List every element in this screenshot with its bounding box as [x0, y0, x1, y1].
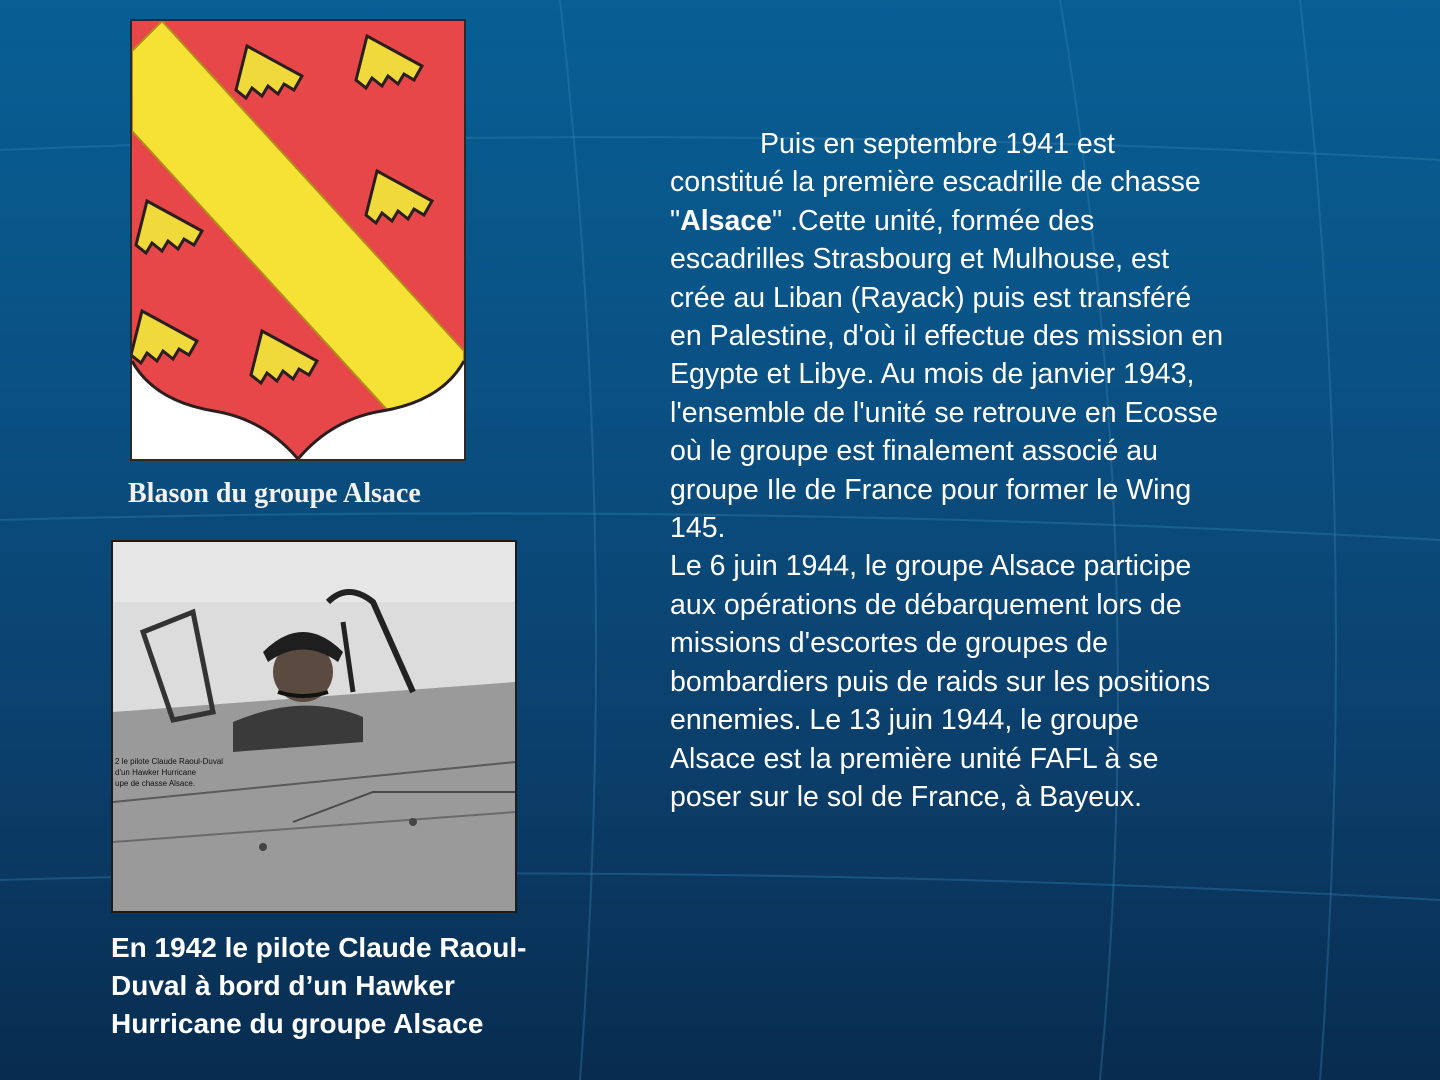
main-text	[670, 125, 1230, 816]
blason-caption: Blason du groupe Alsace	[128, 478, 421, 509]
photo-inscription-line2: d'un Hawker Hurricane	[115, 768, 197, 777]
paragraph-1: Puis en septembre 1941 est constitué la première escadrille de chasse "Alsace" .Cette unité, formée des escadrilles Strasbourg et Mulhouse, est crée au Liban (Rayack) puis est transféré en Palestine, d'où il effectue des mission en Egypte et Libye. Au mois de janvier 1943, l'ensemble de l'unité se retrouve en Ecosse où le groupe est finalement associé au groupe Ile de France pour former le Wing 145.	[670, 128, 1224, 545]
blason-image	[130, 19, 466, 461]
photo-caption: En 1942 le pilote Claude Raoul- Duval à bord d’un Hawker Hurricane du groupe Alsace	[111, 932, 527, 1039]
alsace-bold: Alsace	[680, 204, 773, 237]
pilot-photo	[111, 540, 517, 913]
photo-inscription-line1: 2 le pilote Claude Raoul-Duval	[115, 757, 224, 766]
photo-inscription-line3: upe de chasse Alsace.	[115, 779, 196, 788]
paragraph-2: Le 6 juin 1944, le groupe Alsace participe aux opérations de débarquement lors de missions d'escortes de groupes de bombardiers puis de raids sur les positions ennemies. Le 13 juin 1944, le groupe Alsace est la première unité FAFL à se poser sur le sol de France, à Bayeux.	[670, 550, 1211, 813]
